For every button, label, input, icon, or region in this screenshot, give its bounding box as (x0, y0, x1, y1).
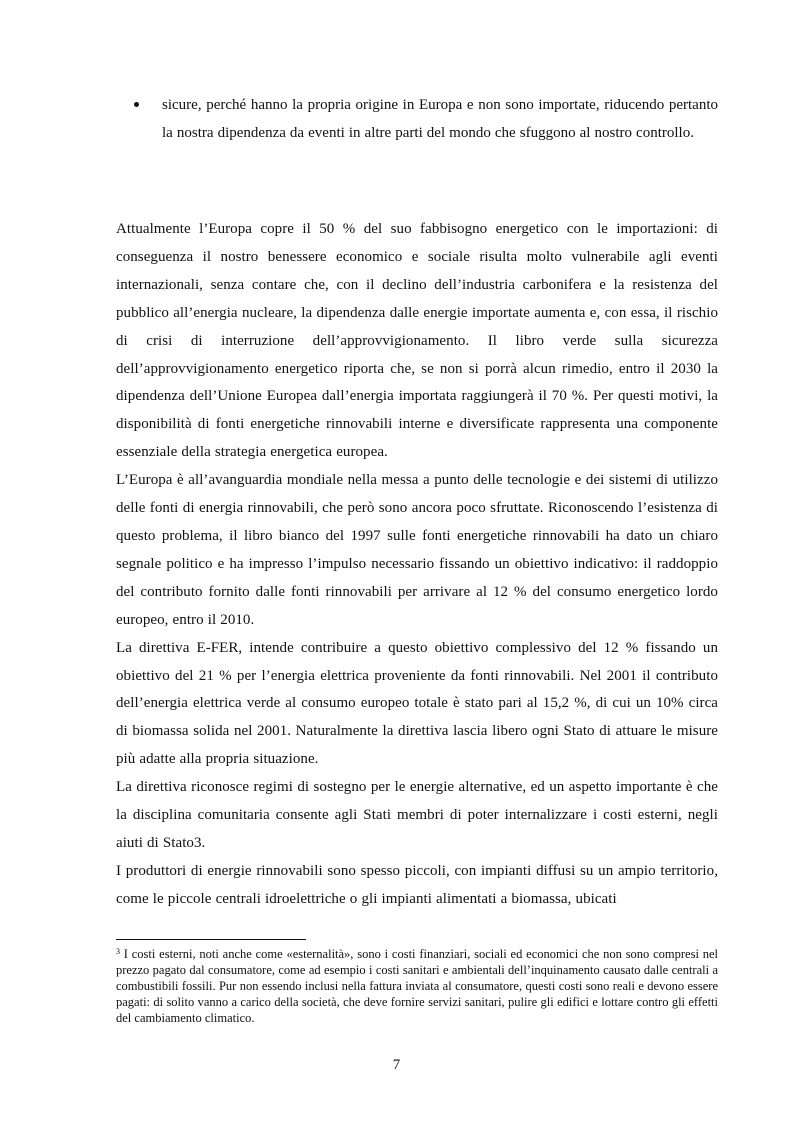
footnote-separator (116, 939, 306, 940)
bullet-text: sicure, perché hanno la propria origine in Europa e non sono importate, riducendo pertanto la nostra dipendenza da eventi in altre parti del mondo che sfuggono al nostro controllo. (162, 97, 718, 141)
paragraph-white-paper: L’Europa è all’avanguardia mondiale nella messa a punto delle tecnologie e dei sistemi di utilizzo delle fonti di energia rinnovabili, che però sono ancora poco sfruttate. Riconoscendo l’esistenza di questo problema, il libro bianco del 1997 sulle fonti energetiche rinnovabili ha dato un chiaro segnale politico e ha impresso l’impulso necessario fissando un obiettivo indicativo: il raddoppio del contributo fornito dalle fonti rinnovabili per arrivare al 12 % del consumo energetico lordo europeo, entro il 2010. (116, 472, 718, 628)
footnote (116, 944, 718, 1027)
paragraph-support-schemes: La direttiva riconosce regimi di sostegno per le energie alternative, ed un aspetto importante è che la disciplina comunitaria consente agli Stati membri di poter internalizzare i costi esterni, negli aiuti di Stato3. (116, 779, 718, 851)
paragraph-e-fer-directive: La direttiva E-FER, intende contribuire a questo obiettivo complessivo del 12 % fissando un obiettivo del 21 % per l’energia elettrica proveniente da fonti rinnovabili. Nel 2001 il contributo dell’energia elettrica verde al consumo europeo totale è stato pari al 15,2 %, di cui un 10% circa di biomassa solida nel 2001. Naturalmente la direttiva lascia libero ogni Stato di attuare le misure più adatte alla propria situazione. (116, 639, 718, 768)
paragraph-import-dependence: Attualmente l’Europa copre il 50 % del suo fabbisogno energetico con le importazioni: di conseguenza il nostro benessere economico e sociale risulta molto vulnerabile agli eventi internazionali, senza contare che, con il declino dell’industria carbonifera e la resistenza del pubblico all’energia nucleare, la dipendenza dalle energie importate aumenta e, con essa, il rischio di crisi di interruzione dell’approvvigionamento. Il libro verde sulla sicurezza dell’approvvigionamento energetico riporta che, se non si porrà alcun rimedio, entro il 2030 la dipendenza dell’Unione Europea dall’energia importata raggiungerà il 70 %. Per questi motivi, la disponibilità di fonti energetiche rinnovabili interne e diversificate rappresenta una componente essenziale della strategia energetica europea. (116, 221, 718, 461)
bullet-list-item (134, 92, 718, 148)
footnote-text: I costi esterni, noti anche come «esternalità», sono i costi finanziari, sociali ed economici che non sono compresi nel prezzo pagato dal consumatore, come ad esempio i costi sanitari e ambientali dell’inquinamento causato dalle centrali a combustibili fossili. Pur non essendo inclusi nella fattura inviata al consumatore, questi costi sono reali e devono essere pagati: di solito vanno a carico della società, che deve fornire servizi sanitari, pulire gli edifici e lottare contro gli effetti del cambiamento climatico. (116, 947, 718, 1025)
footnote-number: 3 (116, 947, 120, 956)
body-text (116, 216, 718, 914)
bullet-icon (134, 102, 139, 107)
paragraph-small-producers: I produttori di energie rinnovabili sono spesso piccoli, con impianti diffusi su un ampio territorio, come le piccole centrali idroelettriche o gli impianti alimentati a biomassa, ubicati (116, 862, 718, 907)
page-number: 7 (392, 1057, 401, 1073)
